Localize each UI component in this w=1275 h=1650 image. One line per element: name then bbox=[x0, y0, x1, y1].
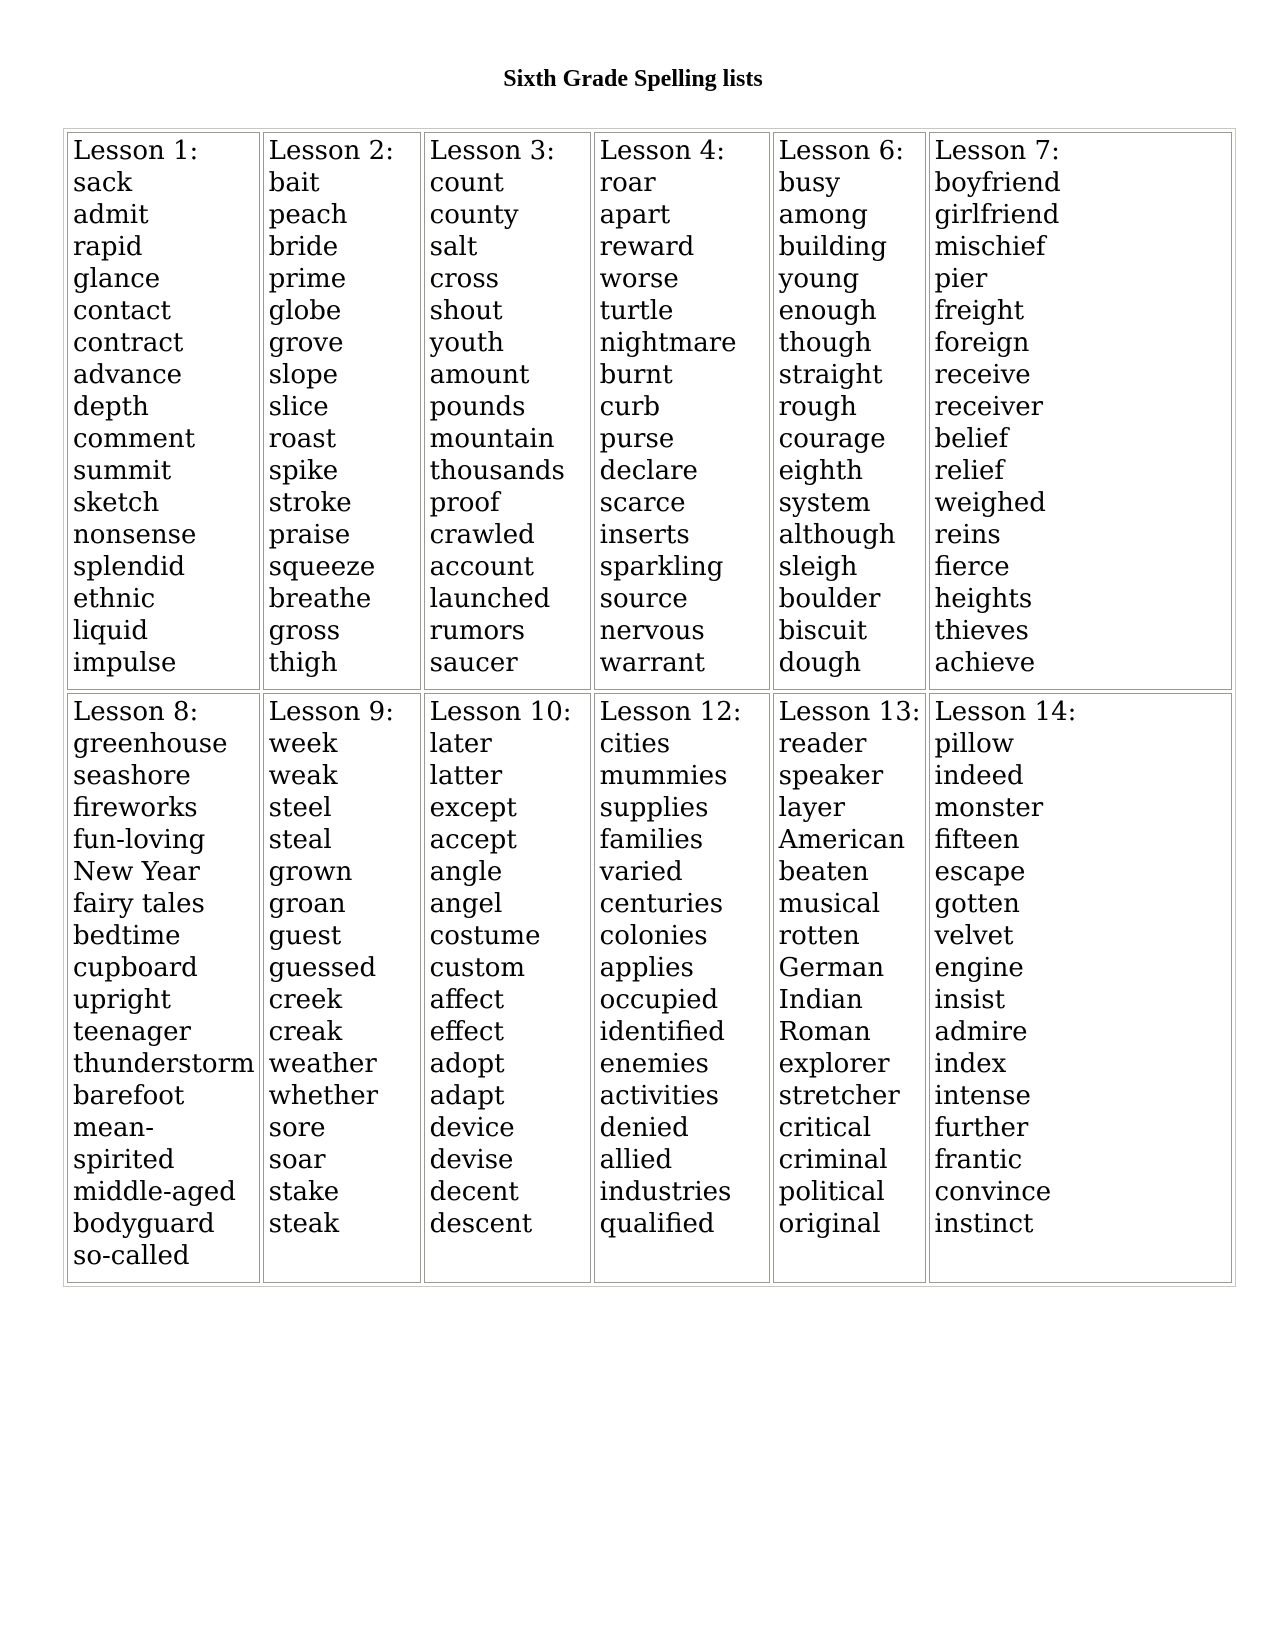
word-line: proof bbox=[429, 488, 500, 518]
word-line: musical bbox=[778, 889, 881, 919]
word-line: nightmare bbox=[599, 328, 737, 358]
word-line: original bbox=[778, 1209, 881, 1239]
word-line: activities bbox=[599, 1081, 719, 1111]
word-line: critical bbox=[778, 1113, 872, 1143]
word-line: system bbox=[778, 488, 871, 518]
word-line: crawled bbox=[429, 520, 535, 550]
word-line: barefoot bbox=[73, 1081, 185, 1111]
word-line: enough bbox=[778, 296, 877, 326]
word-line: guessed bbox=[268, 953, 377, 983]
word-line: burnt bbox=[599, 360, 673, 390]
word-line: shout bbox=[429, 296, 503, 326]
word-line: thousands bbox=[429, 456, 565, 486]
lesson-title: Lesson 2: bbox=[268, 136, 394, 166]
lesson-title: Lesson 6: bbox=[778, 136, 904, 166]
word-line: roast bbox=[268, 424, 337, 454]
word-line: families bbox=[599, 825, 704, 855]
word-line: political bbox=[778, 1177, 885, 1207]
word-line: boyfriend bbox=[934, 168, 1061, 198]
word-line: except bbox=[429, 793, 517, 823]
word-line: fun-loving bbox=[73, 825, 206, 855]
lesson-cell bbox=[424, 693, 591, 1283]
word-line: peach bbox=[268, 200, 348, 230]
word-line: affect bbox=[429, 985, 505, 1015]
word-list bbox=[269, 167, 416, 679]
word-line: reins bbox=[934, 520, 1001, 550]
word-line: receive bbox=[934, 360, 1031, 390]
word-line: roar bbox=[599, 168, 656, 198]
word-line: New Year bbox=[73, 857, 200, 887]
word-line: reward bbox=[599, 232, 695, 262]
word-line: fairy tales bbox=[73, 889, 205, 919]
word-line: custom bbox=[429, 953, 526, 983]
word-line: stroke bbox=[268, 488, 352, 518]
word-line: rumors bbox=[429, 616, 525, 646]
lesson-cell bbox=[263, 132, 421, 690]
word-list bbox=[73, 728, 255, 1272]
word-line: centuries bbox=[599, 889, 724, 919]
word-list bbox=[73, 167, 255, 679]
word-line: boulder bbox=[778, 584, 881, 614]
word-line: descent bbox=[429, 1209, 533, 1239]
word-line: steal bbox=[268, 825, 332, 855]
word-line: Roman bbox=[778, 1017, 871, 1047]
word-line: cupboard bbox=[73, 953, 198, 983]
word-line: reader bbox=[778, 729, 867, 759]
word-line: mountain bbox=[429, 424, 555, 454]
word-line: apart bbox=[599, 200, 671, 230]
word-line: warrant bbox=[599, 648, 705, 678]
word-line: slope bbox=[268, 360, 339, 390]
word-list bbox=[600, 167, 765, 679]
spelling-table bbox=[63, 128, 1236, 1287]
word-line: adapt bbox=[429, 1081, 505, 1111]
word-line: effect bbox=[429, 1017, 504, 1047]
word-line: groan bbox=[268, 889, 346, 919]
word-line: contact bbox=[73, 296, 171, 326]
word-line: achieve bbox=[934, 648, 1036, 678]
word-line: decent bbox=[429, 1177, 519, 1207]
word-line: receiver bbox=[934, 392, 1044, 422]
word-line: globe bbox=[268, 296, 342, 326]
word-line: sketch bbox=[73, 488, 160, 518]
word-line: stretcher bbox=[778, 1081, 900, 1111]
word-line: stake bbox=[268, 1177, 340, 1207]
word-line: though bbox=[778, 328, 872, 358]
word-line: creek bbox=[268, 985, 343, 1015]
word-line: thieves bbox=[934, 616, 1029, 646]
word-line: depth bbox=[73, 392, 149, 422]
word-line: weighed bbox=[934, 488, 1046, 518]
word-line: busy bbox=[778, 168, 841, 198]
word-line: launched bbox=[429, 584, 551, 614]
word-line: amount bbox=[429, 360, 530, 390]
word-line: mischief bbox=[934, 232, 1046, 262]
word-line: soar bbox=[268, 1145, 326, 1175]
word-line: fireworks bbox=[73, 793, 198, 823]
word-line: rapid bbox=[73, 232, 143, 262]
word-line: bodyguard bbox=[73, 1209, 215, 1239]
word-line: pier bbox=[934, 264, 988, 294]
lesson-title: Lesson 14: bbox=[934, 697, 1077, 727]
word-line: salt bbox=[429, 232, 478, 262]
word-line: grown bbox=[268, 857, 353, 887]
word-line: youth bbox=[429, 328, 504, 358]
word-line: account bbox=[429, 552, 534, 582]
word-line: belief bbox=[934, 424, 1009, 454]
word-line: pillow bbox=[934, 729, 1015, 759]
word-line: breathe bbox=[268, 584, 372, 614]
word-line: angel bbox=[429, 889, 503, 919]
word-line: eighth bbox=[778, 456, 863, 486]
word-line: convince bbox=[934, 1177, 1052, 1207]
word-line: adopt bbox=[429, 1049, 505, 1079]
word-line: advance bbox=[73, 360, 183, 390]
word-line: escape bbox=[934, 857, 1026, 887]
word-line: inserts bbox=[599, 520, 690, 550]
word-line: gotten bbox=[934, 889, 1020, 919]
lesson-cell bbox=[67, 693, 260, 1283]
word-line: impulse bbox=[73, 648, 177, 678]
lesson-title: Lesson 10: bbox=[429, 697, 572, 727]
word-line: velvet bbox=[934, 921, 1014, 951]
word-line: occupied bbox=[599, 985, 719, 1015]
word-line: slice bbox=[268, 392, 329, 422]
word-line: grove bbox=[268, 328, 344, 358]
word-line: heights bbox=[934, 584, 1033, 614]
page-title: Sixth Grade Spelling lists bbox=[503, 66, 763, 92]
word-line: purse bbox=[599, 424, 675, 454]
word-line: praise bbox=[268, 520, 351, 550]
word-line: explorer bbox=[778, 1049, 890, 1079]
word-line: contract bbox=[73, 328, 184, 358]
word-line: teenager bbox=[73, 1017, 191, 1047]
word-line: later bbox=[429, 729, 492, 759]
word-line: building bbox=[778, 232, 888, 262]
word-line: varied bbox=[599, 857, 683, 887]
word-line: upright bbox=[73, 985, 171, 1015]
word-line: nonsense bbox=[73, 520, 197, 550]
word-line: relief bbox=[934, 456, 1004, 486]
word-line: costume bbox=[429, 921, 541, 951]
word-line: cities bbox=[599, 729, 671, 759]
table-row bbox=[67, 693, 1232, 1283]
word-line: scarce bbox=[599, 488, 686, 518]
word-line: bait bbox=[268, 168, 320, 198]
word-line: fierce bbox=[934, 552, 1010, 582]
word-line: source bbox=[599, 584, 688, 614]
word-line: device bbox=[429, 1113, 515, 1143]
word-line: criminal bbox=[778, 1145, 888, 1175]
word-line: squeeze bbox=[268, 552, 376, 582]
word-line: comment bbox=[73, 424, 196, 454]
word-line: instinct bbox=[934, 1209, 1034, 1239]
word-line: young bbox=[778, 264, 860, 294]
word-line: courage bbox=[778, 424, 886, 454]
lesson-title: Lesson 3: bbox=[429, 136, 555, 166]
word-line: sleigh bbox=[778, 552, 858, 582]
lesson-cell bbox=[929, 693, 1232, 1283]
word-line: middle-aged bbox=[73, 1177, 236, 1207]
word-line: mummies bbox=[599, 761, 728, 791]
word-list bbox=[430, 728, 586, 1240]
lesson-cell bbox=[773, 693, 926, 1283]
word-line: straight bbox=[778, 360, 883, 390]
word-line: admire bbox=[934, 1017, 1028, 1047]
word-line: week bbox=[268, 729, 338, 759]
word-list bbox=[430, 167, 586, 679]
word-line: rough bbox=[778, 392, 857, 422]
word-line: American bbox=[778, 825, 906, 855]
word-line: bride bbox=[268, 232, 339, 262]
word-line: biscuit bbox=[778, 616, 868, 646]
word-line: sparkling bbox=[599, 552, 724, 582]
word-line: steak bbox=[268, 1209, 340, 1239]
word-line: weather bbox=[268, 1049, 377, 1079]
word-line: bedtime bbox=[73, 921, 181, 951]
lesson-title: Lesson 1: bbox=[73, 136, 199, 166]
lesson-title: Lesson 8: bbox=[73, 697, 199, 727]
word-line: fifteen bbox=[934, 825, 1020, 855]
word-line: beaten bbox=[778, 857, 869, 887]
word-line: mean- bbox=[73, 1113, 155, 1143]
word-line: admit bbox=[73, 200, 149, 230]
word-line: spirited bbox=[73, 1145, 175, 1175]
lesson-cell bbox=[67, 132, 260, 690]
word-line: identified bbox=[599, 1017, 725, 1047]
word-list bbox=[600, 728, 765, 1240]
word-line: layer bbox=[778, 793, 845, 823]
word-line: pounds bbox=[429, 392, 526, 422]
word-line: whether bbox=[268, 1081, 379, 1111]
word-line: thigh bbox=[268, 648, 338, 678]
word-line: weak bbox=[268, 761, 338, 791]
word-line: steel bbox=[268, 793, 332, 823]
word-line: enemies bbox=[599, 1049, 709, 1079]
lesson-cell bbox=[773, 132, 926, 690]
word-line: intense bbox=[934, 1081, 1031, 1111]
word-line: denied bbox=[599, 1113, 689, 1143]
word-line: foreign bbox=[934, 328, 1030, 358]
word-line: frantic bbox=[934, 1145, 1023, 1175]
lesson-title: Lesson 7: bbox=[934, 136, 1060, 166]
word-line: colonies bbox=[599, 921, 708, 951]
word-line: monster bbox=[934, 793, 1044, 823]
word-list bbox=[269, 728, 416, 1240]
word-line: creak bbox=[268, 1017, 343, 1047]
word-line: supplies bbox=[599, 793, 709, 823]
word-line: industries bbox=[599, 1177, 732, 1207]
word-line: indeed bbox=[934, 761, 1024, 791]
word-line: spike bbox=[268, 456, 339, 486]
word-line: applies bbox=[599, 953, 694, 983]
word-line: although bbox=[778, 520, 896, 550]
lesson-title: Lesson 4: bbox=[599, 136, 725, 166]
word-line: German bbox=[778, 953, 885, 983]
word-list bbox=[779, 167, 921, 679]
word-line: devise bbox=[429, 1145, 514, 1175]
word-line: ethnic bbox=[73, 584, 156, 614]
word-line: liquid bbox=[73, 616, 148, 646]
word-line: curb bbox=[599, 392, 661, 422]
lesson-cell bbox=[263, 693, 421, 1283]
word-list bbox=[779, 728, 921, 1240]
word-line: speaker bbox=[778, 761, 884, 791]
lesson-cell bbox=[424, 132, 591, 690]
lesson-title: Lesson 9: bbox=[268, 697, 394, 727]
word-line: nervous bbox=[599, 616, 705, 646]
lesson-cell bbox=[594, 693, 770, 1283]
word-line: girlfriend bbox=[934, 200, 1060, 230]
word-line: further bbox=[934, 1113, 1029, 1143]
word-line: so-called bbox=[73, 1241, 190, 1271]
word-line: turtle bbox=[599, 296, 674, 326]
word-line: prime bbox=[268, 264, 347, 294]
word-line: among bbox=[778, 200, 868, 230]
word-line: county bbox=[429, 200, 519, 230]
word-line: summit bbox=[73, 456, 172, 486]
word-line: thunderstorm bbox=[73, 1049, 255, 1079]
word-list bbox=[935, 728, 1227, 1240]
word-line: rotten bbox=[778, 921, 860, 951]
word-line: dough bbox=[778, 648, 862, 678]
lesson-title: Lesson 12: bbox=[599, 697, 742, 727]
word-line: latter bbox=[429, 761, 503, 791]
lesson-cell bbox=[594, 132, 770, 690]
word-line: Indian bbox=[778, 985, 863, 1015]
word-line: sore bbox=[268, 1113, 326, 1143]
word-line: seashore bbox=[73, 761, 191, 791]
word-line: allied bbox=[599, 1145, 673, 1175]
lesson-title: Lesson 13: bbox=[778, 697, 921, 727]
lesson-cell bbox=[929, 132, 1232, 690]
word-line: accept bbox=[429, 825, 517, 855]
word-line: qualified bbox=[599, 1209, 715, 1239]
word-line: cross bbox=[429, 264, 500, 294]
word-line: angle bbox=[429, 857, 503, 887]
word-list bbox=[935, 167, 1227, 679]
word-line: count bbox=[429, 168, 504, 198]
word-line: freight bbox=[934, 296, 1025, 326]
word-line: declare bbox=[599, 456, 698, 486]
word-line: glance bbox=[73, 264, 161, 294]
word-line: saucer bbox=[429, 648, 518, 678]
word-line: insist bbox=[934, 985, 1006, 1015]
word-line: gross bbox=[268, 616, 341, 646]
word-line: guest bbox=[268, 921, 342, 951]
word-line: engine bbox=[934, 953, 1024, 983]
table-row bbox=[67, 132, 1232, 690]
word-line: worse bbox=[599, 264, 679, 294]
word-line: greenhouse bbox=[73, 729, 228, 759]
word-line: splendid bbox=[73, 552, 186, 582]
word-line: sack bbox=[73, 168, 133, 198]
word-line: index bbox=[934, 1049, 1007, 1079]
